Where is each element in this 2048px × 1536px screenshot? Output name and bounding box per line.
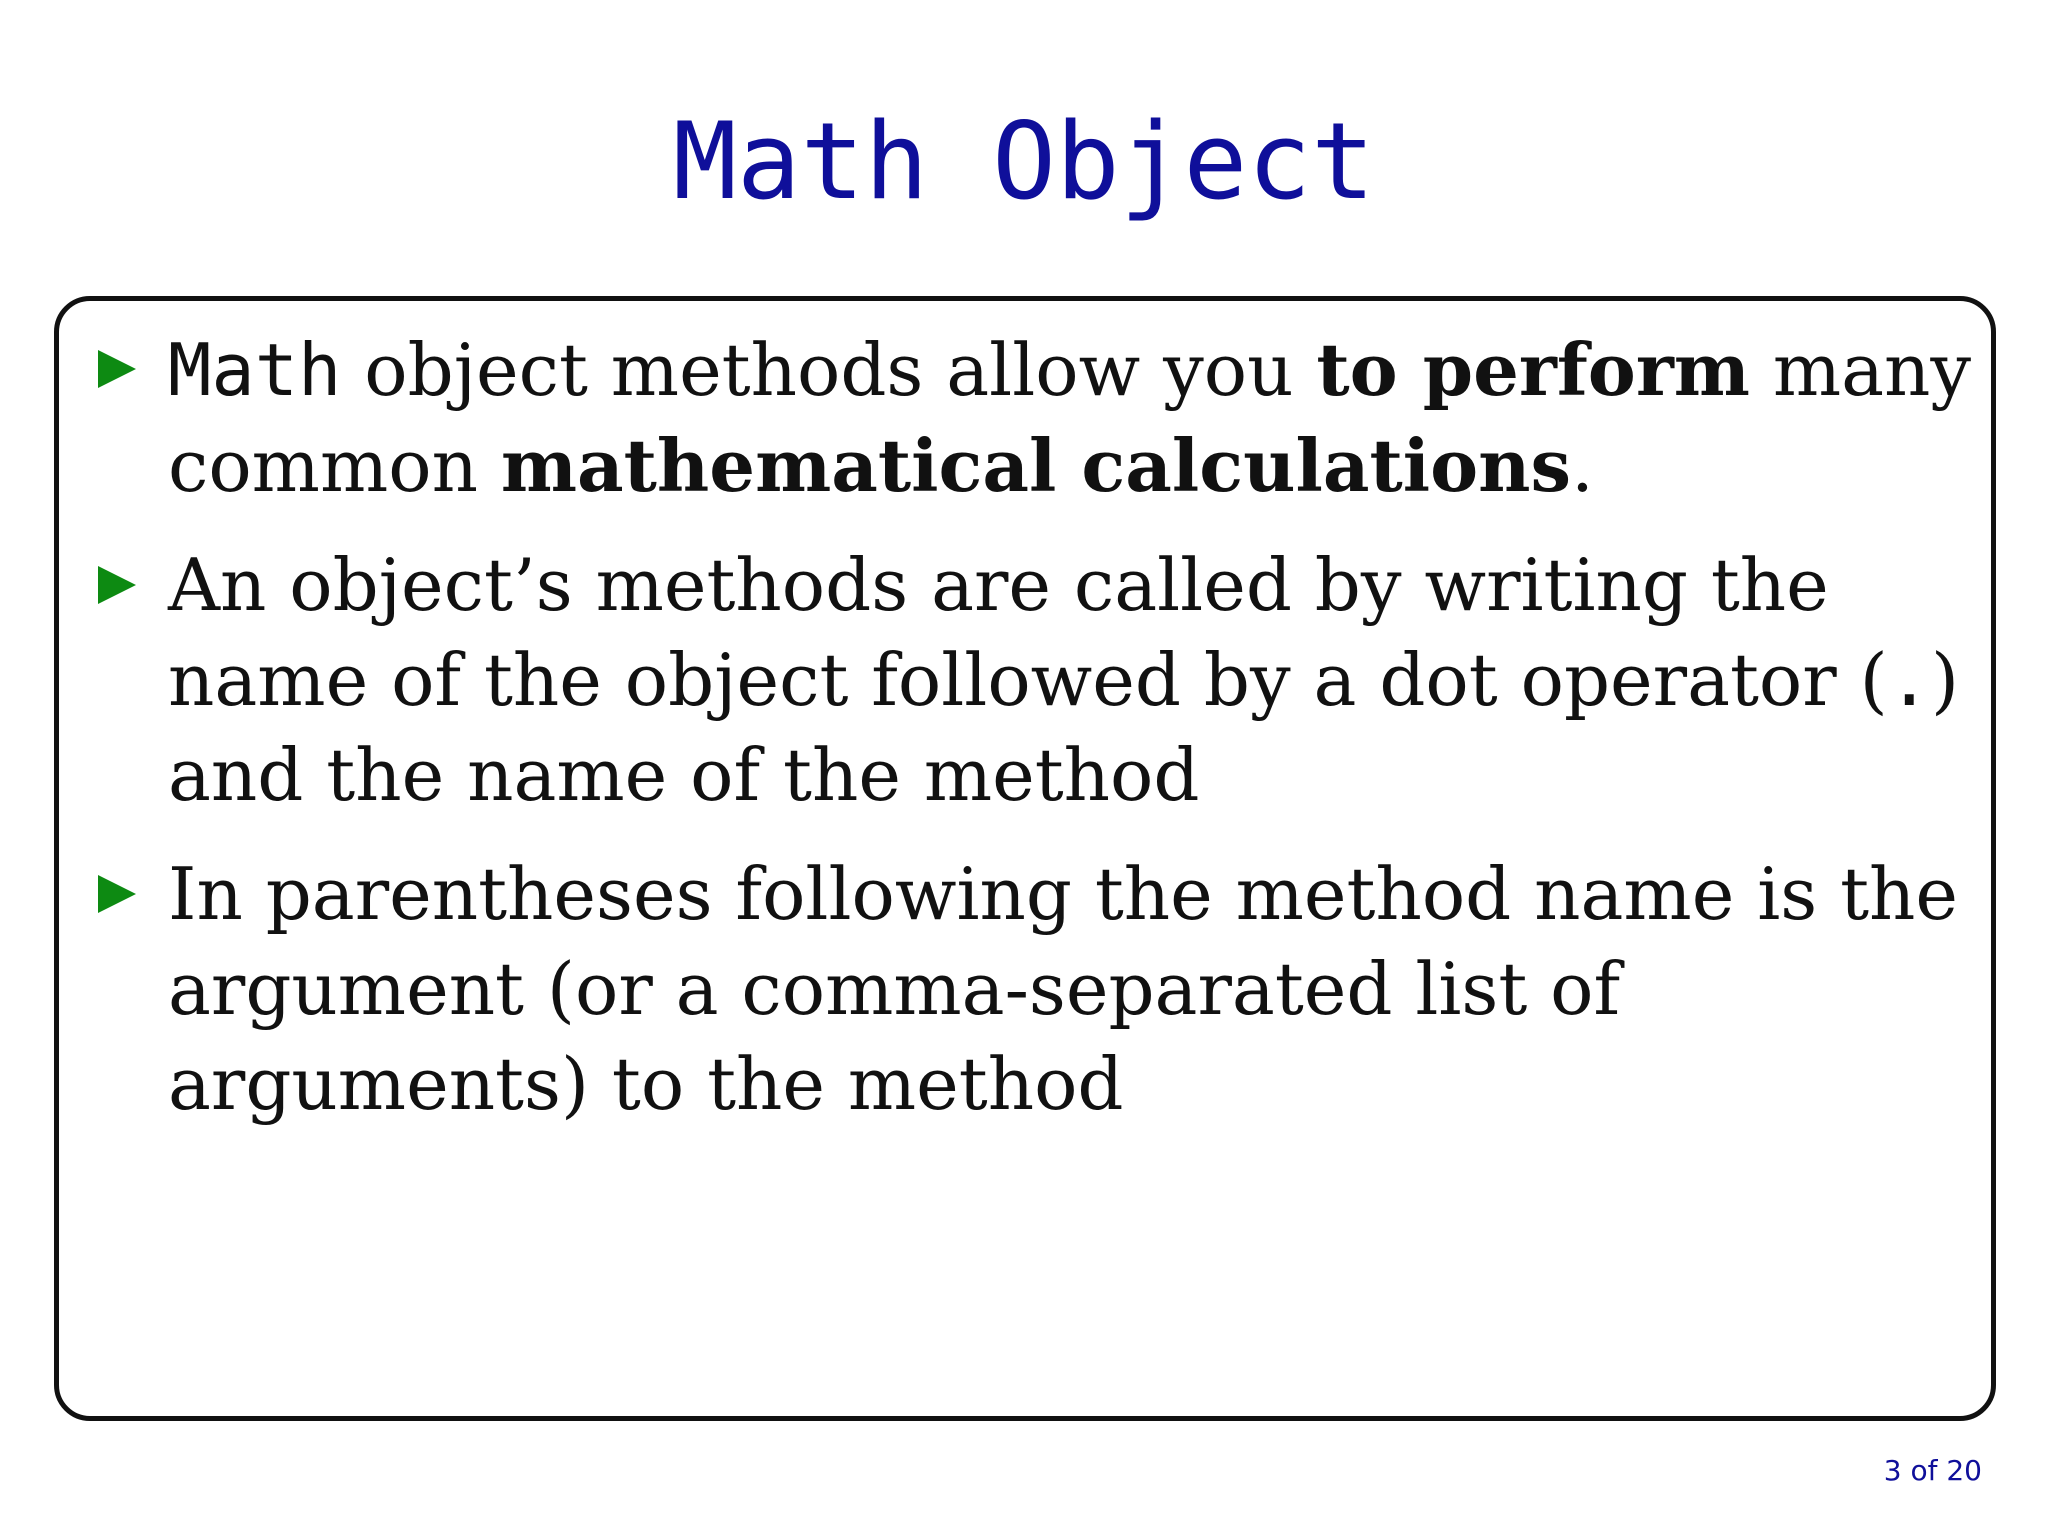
bullet-item bbox=[96, 847, 1976, 1132]
text-run: . bbox=[1570, 424, 1594, 508]
bullet-item bbox=[96, 322, 1976, 514]
text-run: many common bbox=[168, 328, 1972, 508]
emphasis-text: to perform bbox=[1316, 327, 1750, 412]
text-run: object methods allow you bbox=[341, 328, 1317, 412]
triangle-right-icon bbox=[98, 350, 136, 388]
emphasis-text: mathematical calculations bbox=[500, 423, 1571, 508]
triangle-right-icon bbox=[98, 875, 136, 913]
bullet-item bbox=[96, 538, 1976, 823]
triangle-right-icon bbox=[98, 566, 136, 604]
page-indicator: 3 of 20 bbox=[1883, 1454, 1982, 1487]
text-run: In parentheses following the method name is the argument (or a comma-separated list of arguments) to the method bbox=[168, 852, 1958, 1126]
code-term: Math bbox=[168, 328, 342, 412]
code-term: . bbox=[1887, 638, 1932, 722]
slide-title: Math Object bbox=[673, 100, 1375, 223]
bullet-list bbox=[96, 322, 1976, 1156]
text-run: ) and the name of the method bbox=[168, 638, 1960, 817]
text-run: An object’s methods are called by writing the name of the object followed by a dot operator ( bbox=[168, 543, 1888, 722]
